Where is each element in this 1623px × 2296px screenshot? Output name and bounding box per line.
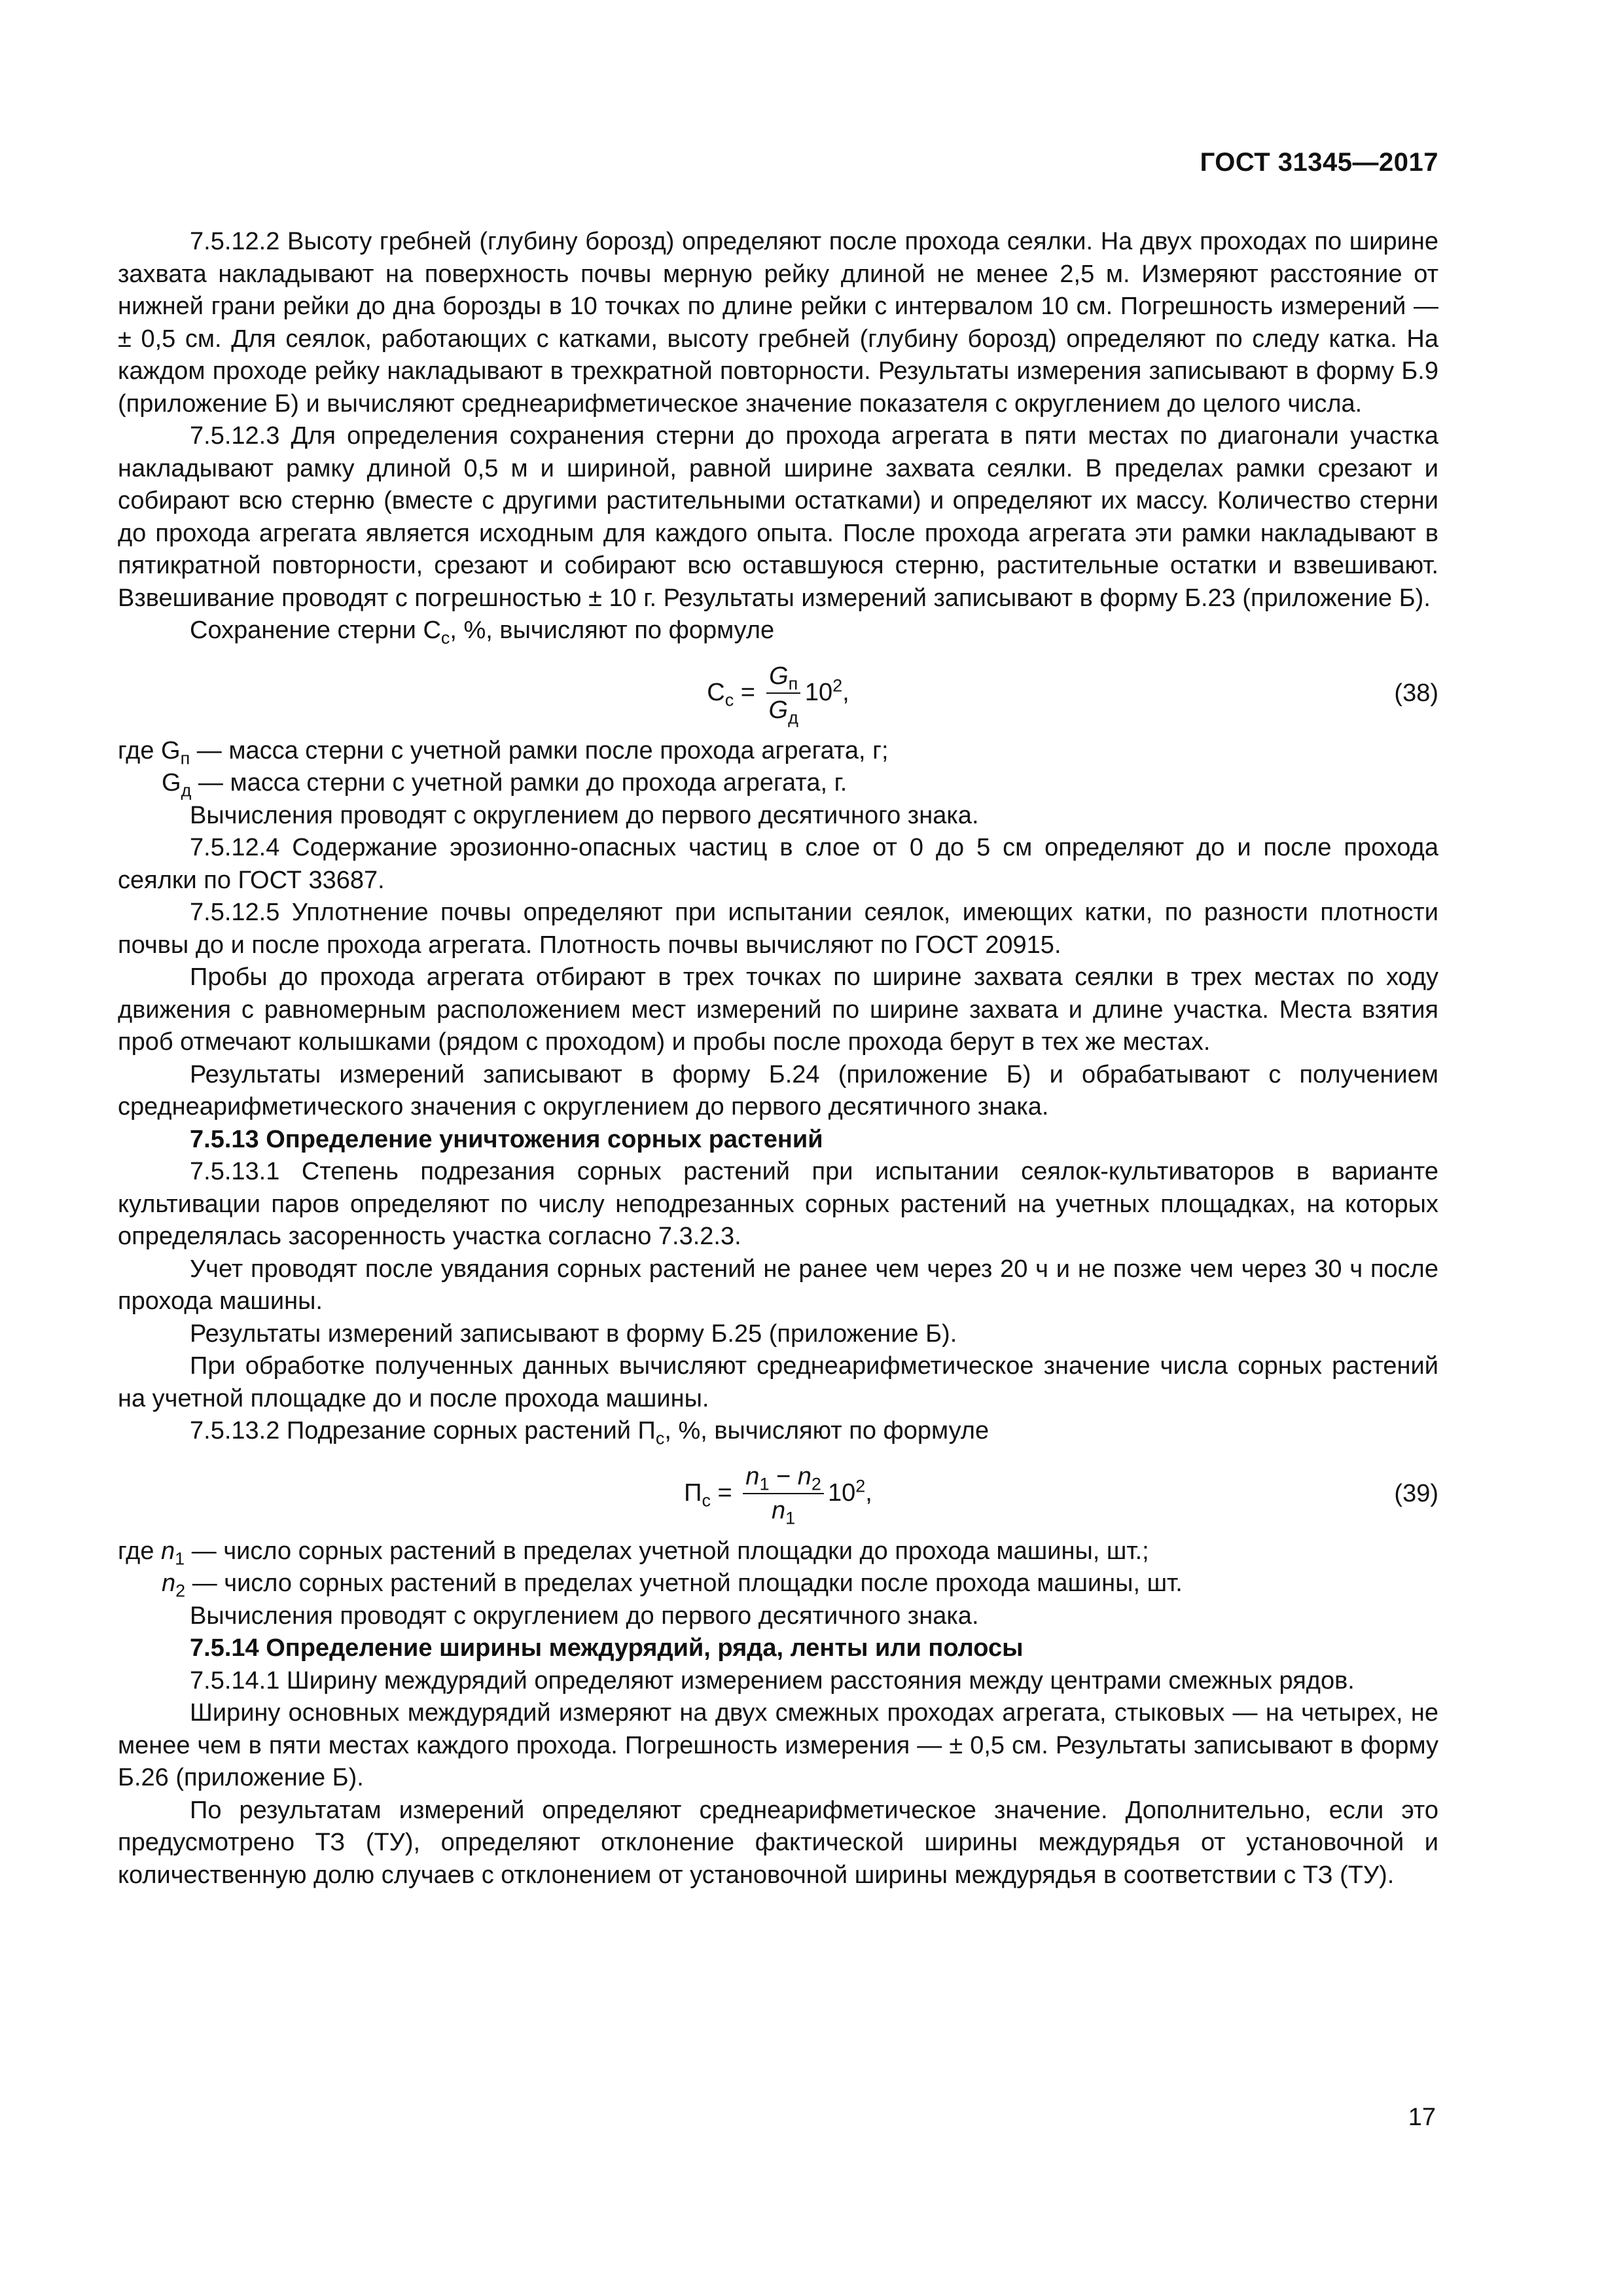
paragraph-7-5-12-4: 7.5.12.4 Содержание эрозионно-опасных частиц в слое от 0 до 5 см определяют до и после прохода сеялки по ГОСТ 33687. <box>118 834 1438 894</box>
document-code: ГОСТ 31345—2017 <box>1200 148 1438 177</box>
formula-38-number: (38) <box>1394 679 1438 707</box>
definition-g-p: где $G_п$ — масса стерни с учетной рамки после прохода агрегата, г; <box>118 736 889 768</box>
formula-38-denominator: $G_д$ <box>768 696 798 728</box>
definition-n2: $n_2$ — число сорных растений в пределах учетной площадки после прохода машины, шт. <box>162 1570 1183 1601</box>
formula-39-fraction <box>743 1462 824 1528</box>
formula-38 <box>118 653 1438 734</box>
paragraph-row-spacing-results: По результатам измерений определяют среднеарифметическое значение. Дополнительно, если это предусмотрено ТЗ (ТУ), определяют отклонение фактической ширины междурядья от установочной и количественную долю случаев с отклонением от установочной ширины междурядья в соответствии с ТЗ (ТУ). <box>118 1796 1438 1889</box>
definition-n1: где $n_1$ — число сорных растений в пределах учетной площадки до прохода машины, шт.; <box>118 1537 1149 1569</box>
paragraph-rounding-1: Вычисления проводят с округлением до первого десятичного знака. <box>190 801 979 829</box>
paragraph-results-b24: Результаты измерений записывают в форму Б.24 (приложение Б) и обрабатывают с получением среднеарифметического значения с округлением до первого десятичного знака. <box>118 1060 1438 1121</box>
formula-39 <box>118 1453 1438 1534</box>
paragraph-stubble-formula-intro: Сохранение стерни $С_с$, %, вычисляют по формуле <box>190 617 775 648</box>
paragraph-7-5-12-2: 7.5.12.2 Высоту гребней (глубину борозд) определяют после прохода сеялки. На двух проходах по ширине захвата накладывают на поверхность почвы мерную рейку длиной не менее 2,5 м. Измеряют расстояние от нижней грани рейки до дна борозды в 10 точках по длине рейки с интервалом 10 см. Погрешность измерений — ± 0,5 см. Для сеялок, работающих с катками, высоту гребней (глубину борозд) определяют по следу катка. На каждом проходе рейку накладывают в трехкратной повторности. Результаты измерения записывают в форму Б.9 (приложение Б) и вычисляют среднеарифметическое значение показателя с округлением до целого числа. <box>118 228 1438 418</box>
formula-39-equals: = <box>710 1479 740 1507</box>
definition-g-d: $G_д$ — масса стерни с учетной рамки до прохода агрегата, г. <box>162 769 847 800</box>
paragraph-rounding-2: Вычисления проводят с округлением до первого десятичного знака. <box>190 1602 979 1630</box>
paragraph-weed-count-timing: Учет проводят после увядания сорных растений не ранее чем через 20 ч и не позже чем через 30 ч после прохода машины. <box>118 1255 1438 1315</box>
document-body <box>118 226 1438 1892</box>
page-number: 17 <box>1408 2104 1436 2131</box>
formula-38-numerator: $G_п$ <box>766 662 800 694</box>
section-heading-7-5-13: 7.5.13 Определение уничтожения сорных растений <box>190 1125 823 1153</box>
formula-39-numerator: $n_1 - n_2$ <box>743 1462 824 1494</box>
formula-39-denominator: $n_1$ <box>772 1496 796 1528</box>
paragraph-results-b25: Результаты измерений записывают в форму Б.25 (приложение Б). <box>190 1319 957 1348</box>
paragraph-7-5-12-5: 7.5.12.5 Уплотнение почвы определяют при испытании сеялок, имеющих катки, по разности плотности почвы до и после прохода агрегата. Плотность почвы вычисляют по ГОСТ 20915. <box>118 899 1438 959</box>
section-heading-7-5-14: 7.5.14 Определение ширины междурядий, ряда, ленты или полосы <box>190 1634 1024 1662</box>
paragraph-7-5-13-2: 7.5.13.2 Подрезание сорных растений $П_с$, %, вычисляют по формуле <box>190 1417 990 1448</box>
formula-38-fraction <box>766 662 801 728</box>
formula-38-equals: = <box>734 678 762 706</box>
formula-39-number: (39) <box>1394 1479 1438 1507</box>
formula-38-factor: $10^2$, <box>804 675 849 706</box>
paragraph-row-spacing-measure: Ширину основных междурядий измеряют на двух смежных проходах агрегата, стыковых — на четырех, не менее чем в пяти местах каждого прохода. Погрешность измерения — ± 0,5 см. Результаты записывают в форму Б.26 (приложение Б). <box>118 1699 1438 1791</box>
formula-38-lhs: $С_с$ <box>707 678 734 710</box>
formula-39-lhs: $П_с$ <box>684 1479 711 1511</box>
paragraph-7-5-12-3: 7.5.12.3 Для определения сохранения стерни до прохода агрегата в пяти местах по диагонали участка накладывают рамку длиной 0,5 м и шириной, равной ширине захвата сеялки. В пределах рамки срезают и собирают всю стерню (вместе с другими растительными остатками) и определяют их массу. Количество стерни до прохода агрегата является исходным для каждого опыта. После прохода агрегата эти рамки накладывают в пятикратной повторности, срезают и собирают всю оставшуюся стерню, растительные остатки и взвешивают. Взвешивание проводят с погрешностью ± 10 г. Результаты измерений записывают в форму Б.23 (приложение Б). <box>118 422 1438 612</box>
paragraph-7-5-13-1: 7.5.13.1 Степень подрезания сорных растений при испытании сеялок-культиваторов в варианте культивации паров определяют по числу неподрезанных сорных растений на учетных площадках, на которых определялась засоренность участка согласно 7.3.2.3. <box>118 1158 1438 1250</box>
paragraph-7-5-14-1: 7.5.14.1 Ширину междурядий определяют измерением расстояния между центрами смежных рядов. <box>190 1666 1355 1695</box>
paragraph-processing: При обработке полученных данных вычисляют среднеарифметическое значение числа сорных растений на учетной площадке до и после прохода машины. <box>118 1352 1438 1412</box>
paragraph-samples: Пробы до прохода агрегата отбирают в трех точках по ширине захвата сеялки в трех местах по ходу движения с равномерным расположением мест измерений по ширине захвата и длине участка. Места взятия проб отмечают колышками (рядом с проходом) и пробы после прохода берут в тех же местах. <box>118 963 1438 1056</box>
formula-39-factor: $10^2$, <box>827 1476 872 1507</box>
